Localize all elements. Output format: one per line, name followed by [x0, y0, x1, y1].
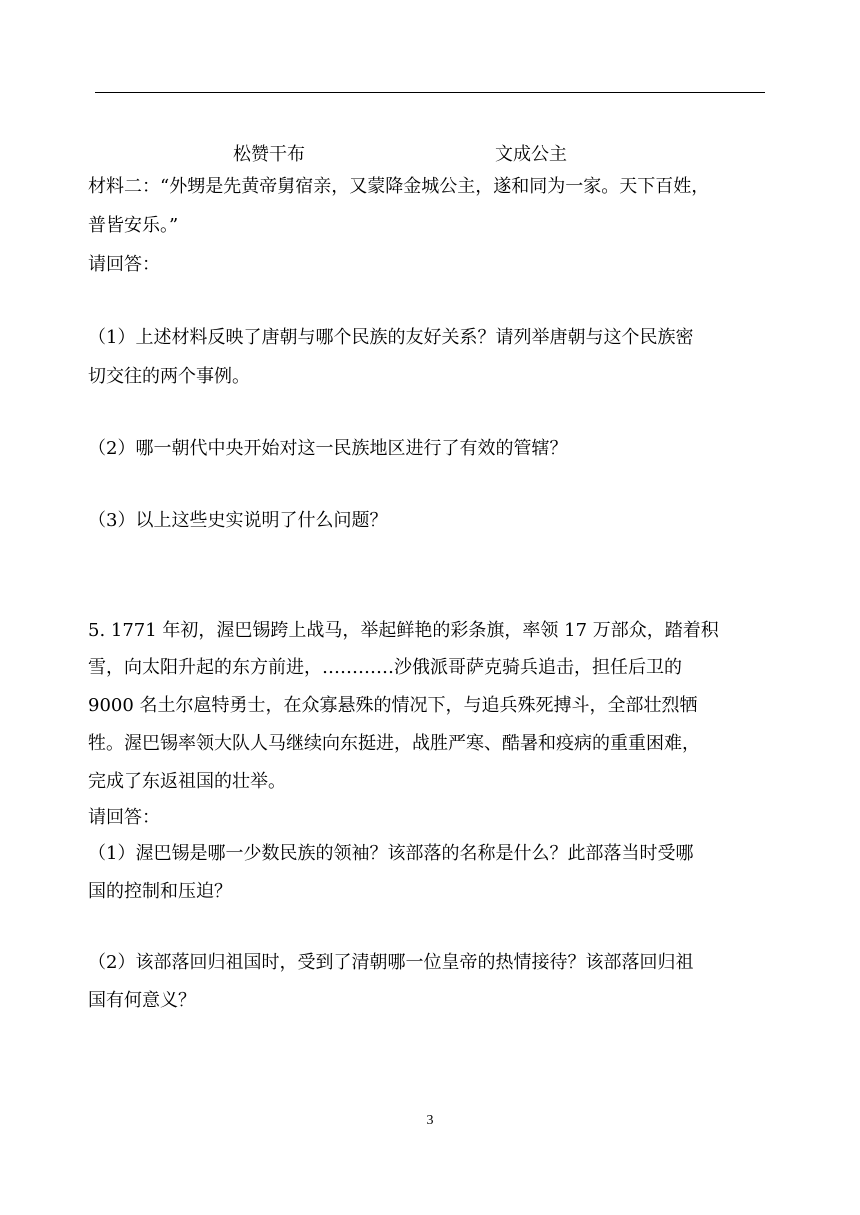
q5-question-1-line-1: （1）渥巴锡是哪一少数民族的领袖？该部落的名称是什么？此部落当时受哪	[88, 843, 694, 864]
q5-question-2-line-2: 国有何意义？	[88, 990, 196, 1011]
caption-songzan-ganbu: 松赞干布	[233, 144, 305, 165]
q5-passage-line-4: 牲。渥巴锡率领大队人马继续向东挺进，战胜严寒、酷暑和疫病的重重困难，	[88, 733, 700, 754]
caption-wencheng-princess: 文成公主	[495, 144, 567, 165]
q5-passage-line-2: 雪，向太阳升起的东方前进，…………沙俄派哥萨克骑兵追击，担任后卫的	[88, 657, 682, 678]
q4-question-1-line-2: 切交往的两个事例。	[88, 366, 250, 387]
q4-question-3: （3）以上这些史实说明了什么问题？	[88, 510, 388, 531]
q4-prompt: 请回答：	[88, 254, 160, 275]
q5-passage-line-3: 9000 名土尔扈特勇士，在众寡悬殊的情况下，与追兵殊死搏斗，全部壮烈牺	[88, 695, 698, 716]
material2-line-1: 材料二：“外甥是先黄帝舅宿亲，又蒙降金城公主，遂和同为一家。天下百姓，	[88, 176, 710, 197]
page-number: 3	[426, 1113, 434, 1128]
q4-question-1-line-1: （1）上述材料反映了唐朝与哪个民族的友好关系？请列举唐朝与这个民族密	[88, 327, 694, 348]
q5-question-2-line-1: （2）该部落回归祖国时，受到了清朝哪一位皇帝的热情接待？该部落回归祖	[88, 952, 694, 973]
q5-prompt: 请回答：	[88, 807, 160, 828]
q5-passage-line-1: 5. 1771 年初，渥巴锡跨上战马，举起鲜艳的彩条旗，率领 17 万部众，踏着积	[88, 620, 719, 641]
q5-question-1-line-2: 国的控制和压迫？	[88, 881, 232, 902]
material2-line-2: 普皆安乐。”	[88, 215, 179, 236]
header-rule	[95, 92, 765, 93]
q5-passage-line-5: 完成了东返祖国的壮举。	[88, 771, 286, 792]
q4-question-2: （2）哪一朝代中央开始对这一民族地区进行了有效的管辖？	[88, 438, 568, 459]
